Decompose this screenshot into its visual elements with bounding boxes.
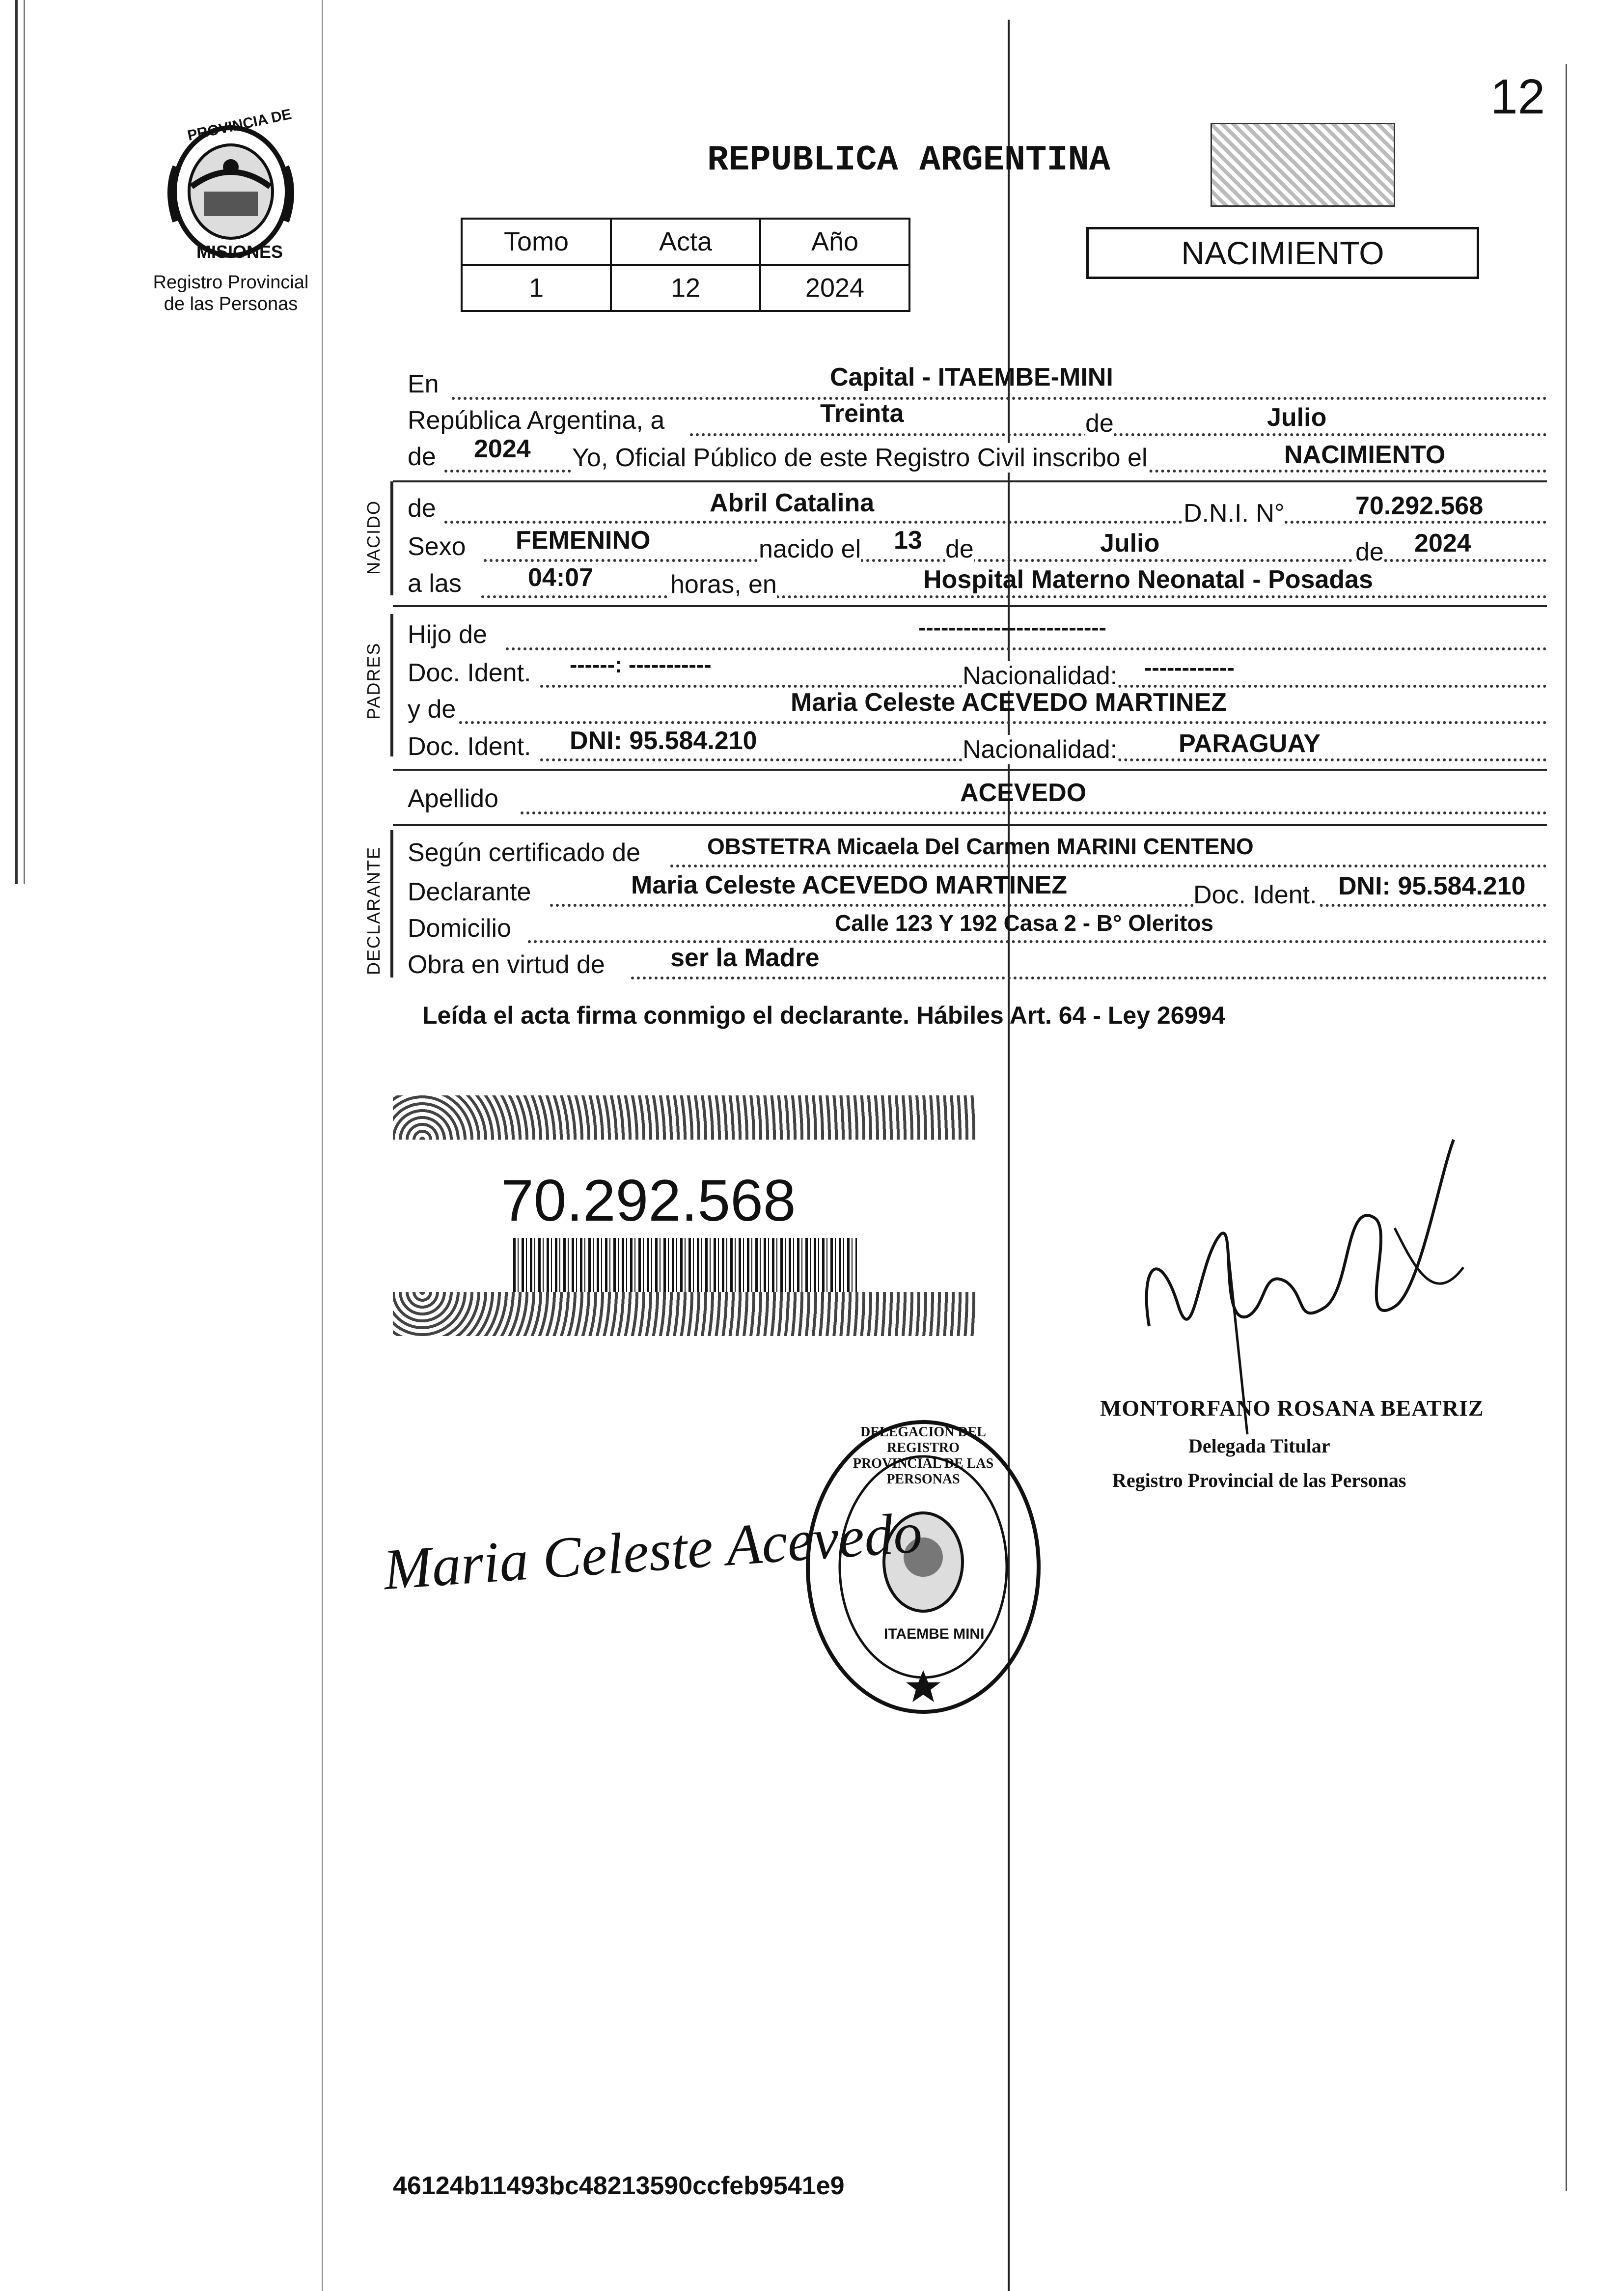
signer-office: Registro Provincial de las Personas <box>1112 1469 1406 1491</box>
dotted-line <box>484 559 1547 562</box>
nacido-section-label: NACIDO <box>363 500 384 575</box>
declarante-doc-label: Doc. Ident. <box>1193 881 1317 909</box>
child-name-value: Abril Catalina <box>710 489 875 517</box>
obra-label: Obra en virtud de <box>408 950 605 979</box>
divider <box>393 605 1547 607</box>
sticker-pattern-bottom <box>393 1292 977 1336</box>
section-bracket <box>390 614 393 756</box>
declarante-section-label: DECLARANTE <box>363 846 384 975</box>
official-text: Yo, Oficial Público de este Registro Civil inscribo el <box>572 444 1148 472</box>
a-las-label: a las <box>408 569 462 598</box>
birth-month-value: Julio <box>1100 529 1160 558</box>
declarante-value: Maria Celeste ACEVEDO MARTINEZ <box>631 871 1068 899</box>
month-value: Julio <box>1267 403 1327 432</box>
dni-label: D.N.I. N° <box>1184 499 1285 528</box>
nacido-de-label: de <box>408 494 436 523</box>
nacido-el-label: nacido el <box>759 535 861 563</box>
logo-text-bottom: MISIONES <box>196 242 283 262</box>
dotted-line <box>459 721 1547 724</box>
dotted-line <box>444 521 1547 524</box>
sexo-value: FEMENINO <box>516 526 651 555</box>
left-fold-line <box>322 0 323 2291</box>
y-de-label: y de <box>408 695 456 724</box>
birth-day-value: 13 <box>894 526 922 555</box>
document-hash: 46124b11493bc48213590ccfeb9541e9 <box>393 2172 845 2200</box>
de-label-3: de <box>945 535 974 563</box>
birth-year-value: 2024 <box>1414 529 1471 558</box>
table-header-acta: Acta <box>611 219 760 265</box>
dotted-line <box>670 865 1547 867</box>
right-edge-line <box>1566 64 1567 2191</box>
dni-value: 70.292.568 <box>1355 492 1484 520</box>
section-bracket <box>390 481 393 595</box>
divider <box>393 480 1547 482</box>
time-value: 04:07 <box>528 563 593 592</box>
record-table <box>461 218 910 312</box>
registry-name <box>133 272 329 315</box>
apellido-value: ACEVEDO <box>960 779 1087 807</box>
record-table-value-row <box>462 265 909 311</box>
sexo-label: Sexo <box>408 532 466 561</box>
apellido-label: Apellido <box>408 784 499 813</box>
dni-sticker <box>393 1095 977 1336</box>
obra-value: ser la Madre <box>670 944 820 972</box>
dotted-line <box>550 904 1547 907</box>
dotted-line <box>521 811 1547 814</box>
registry-line-1: Registro Provincial <box>153 272 309 293</box>
binder-edge-line <box>15 0 18 884</box>
mother-nat-label: Nacionalidad: <box>963 735 1118 764</box>
domicilio-label: Domicilio <box>408 914 511 943</box>
section-bracket <box>390 830 393 978</box>
declarante-label: Declarante <box>408 878 531 906</box>
horas-en-label: horas, en <box>670 570 777 599</box>
declarant-signature: Maria Celeste Acevedo <box>381 1500 924 1602</box>
certificado-value: OBSTETRA Micaela Del Carmen MARINI CENTENO <box>707 834 1254 859</box>
segun-label: Según certificado de <box>408 838 641 867</box>
table-header-ano: Año <box>760 219 909 265</box>
de-label: de <box>1085 409 1114 438</box>
en-label: En <box>408 370 439 398</box>
de-label-4: de <box>1355 538 1384 566</box>
binder-edge-line-2 <box>24 0 25 884</box>
logo-text-top: PROVINCIA DE <box>186 106 293 144</box>
father-doc-value: ------: ----------- <box>570 652 712 677</box>
domicilio-value: Calle 123 Y 192 Casa 2 - B° Oleritos <box>835 910 1214 936</box>
closing-statement: Leída el acta firma conmigo el declarante. Hábiles Art. 64 - Ley 26994 <box>422 1002 1225 1029</box>
sticker-pattern-top <box>393 1095 977 1140</box>
dotted-line <box>506 647 1547 650</box>
father-value: ------------------------- <box>918 615 1106 640</box>
divider <box>393 824 1547 826</box>
country-title: REPUBLICA ARGENTINA <box>707 140 1110 180</box>
mother-doc-label: Doc. Ident. <box>408 732 531 761</box>
page-number: 12 <box>1490 69 1545 124</box>
father-doc-label: Doc. Ident. <box>408 659 531 687</box>
registry-line-2: de las Personas <box>164 294 298 314</box>
seal-center-text: ITAEMBE MINI <box>884 1626 985 1642</box>
mother-nat-value: PARAGUAY <box>1179 729 1321 758</box>
declarante-doc-value: DNI: 95.584.210 <box>1338 872 1526 900</box>
dotted-line <box>452 397 1547 400</box>
province-logo <box>157 106 304 265</box>
hijo-de-label: Hijo de <box>408 620 487 649</box>
seal-text: DELEGACION DEL REGISTRO PROVINCIAL DE LAS PERSONAS <box>853 1425 994 1487</box>
father-nat-label: Nacionalidad: <box>963 662 1118 690</box>
signer-title: Delegada Titular <box>1188 1435 1330 1457</box>
barcode <box>513 1238 857 1292</box>
place-value: Capital - ITAEMBE-MINI <box>830 363 1113 391</box>
security-hologram <box>1211 123 1395 207</box>
year-value: 2024 <box>474 435 531 463</box>
inscribed-value: NACIMIENTO <box>1284 441 1446 469</box>
table-value-tomo: 1 <box>462 265 611 311</box>
divider <box>393 769 1547 771</box>
table-value-ano: 2024 <box>760 265 909 311</box>
signer-name: MONTORFANO ROSANA BEATRIZ <box>1100 1396 1484 1421</box>
act-type-box: NACIMIENTO <box>1086 227 1479 279</box>
dotted-line <box>481 595 1547 598</box>
mother-doc-value: DNI: 95.584.210 <box>570 726 757 755</box>
sticker-number: 70.292.568 <box>501 1168 796 1233</box>
republica-label: República Argentina, a <box>408 406 665 435</box>
de-label-2: de <box>408 443 436 471</box>
padres-section-label: PADRES <box>363 642 384 720</box>
birth-place-value: Hospital Materno Neonatal - Posadas <box>923 565 1373 594</box>
dotted-line <box>631 977 1547 979</box>
mother-value: Maria Celeste ACEVEDO MARTINEZ <box>791 688 1227 717</box>
dotted-line <box>690 433 1547 436</box>
table-header-tomo: Tomo <box>462 219 611 265</box>
record-table-header-row <box>462 219 909 265</box>
table-value-acta: 12 <box>611 265 760 311</box>
father-nat-value: ------------ <box>1144 655 1235 680</box>
center-fold-line <box>1008 20 1010 2291</box>
day-words-value: Treinta <box>820 399 904 428</box>
